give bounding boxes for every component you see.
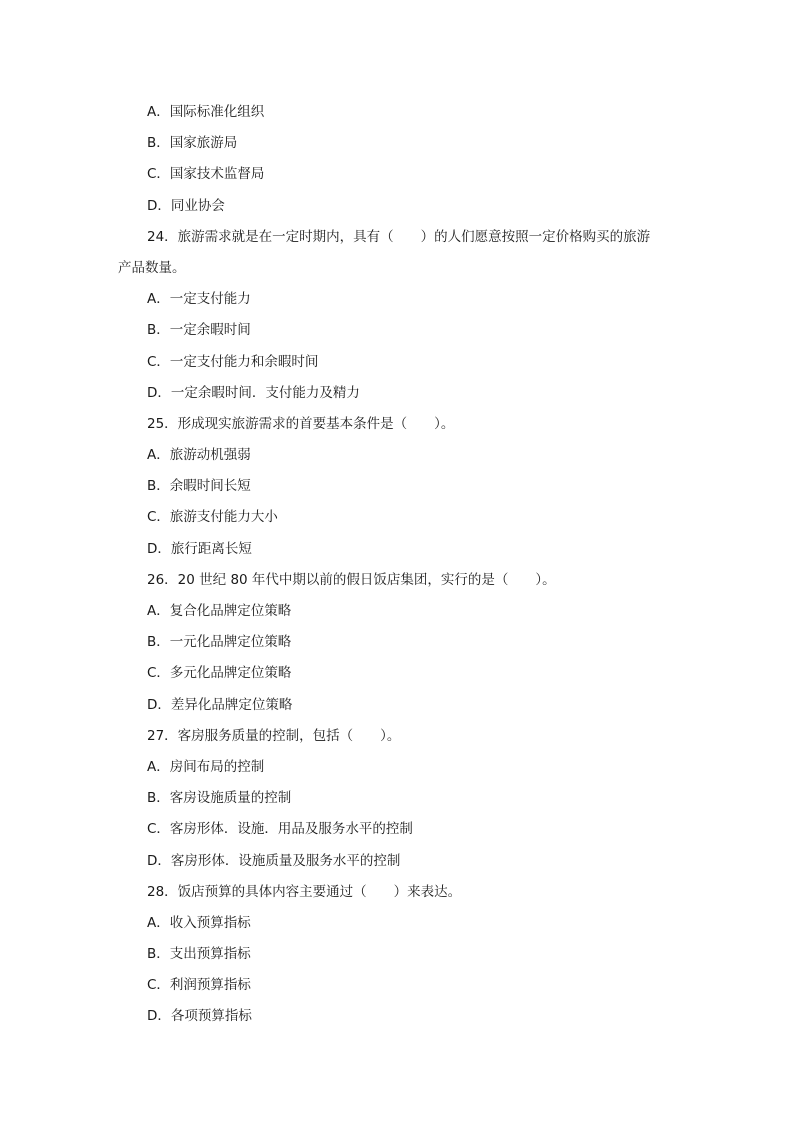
question-continuation: 产品数量。 — [118, 259, 186, 276]
answer-option: C．旅游支付能力大小 — [147, 509, 278, 526]
answer-option: A．国际标准化组织 — [147, 104, 265, 120]
answer-option: B．国家旅游局 — [147, 135, 238, 152]
answer-option: D．差异化品牌定位策略 — [147, 696, 293, 713]
answer-option: B．余暇时间长短 — [147, 478, 251, 495]
question-text: 26．20 世纪 80 年代中期以前的假日饭店集团，实行的是（ ）。 — [147, 571, 556, 588]
answer-option: A．复合化品牌定位策略 — [147, 603, 292, 619]
answer-option: B．一元化品牌定位策略 — [147, 634, 292, 651]
answer-option: C．多元化品牌定位策略 — [147, 665, 292, 682]
answer-option: A．收入预算指标 — [147, 914, 251, 931]
question-list — [0, 97, 794, 1033]
answer-option: B．一定余暇时间 — [147, 322, 251, 339]
answer-option: B．客房设施质量的控制 — [147, 790, 292, 807]
answer-option: D．一定余暇时间．支付能力及精力 — [147, 384, 360, 401]
question-text: 27．客房服务质量的控制，包括（ ）。 — [147, 727, 401, 744]
answer-option: D．客房形体．设施质量及服务水平的控制 — [147, 852, 401, 869]
answer-option: D．各项预算指标 — [147, 1008, 252, 1025]
answer-option: A．房间布局的控制 — [147, 758, 265, 775]
question-text: 28．饭店预算的具体内容主要通过（ ）来表达。 — [147, 883, 462, 900]
answer-option: D．旅行距离长短 — [147, 540, 252, 557]
answer-option: A．一定支付能力 — [147, 291, 251, 308]
answer-option: C．客房形体．设施．用品及服务水平的控制 — [147, 821, 413, 838]
question-text: 24．旅游需求就是在一定时期内，具有（ ）的人们愿意按照一定价格购买的旅游 — [147, 228, 651, 245]
answer-option: A．旅游动机强弱 — [147, 447, 251, 464]
answer-option: D．同业协会 — [147, 197, 225, 214]
question-text: 25．形成现实旅游需求的首要基本条件是（ ）。 — [147, 415, 455, 432]
answer-option: C．国家技术监督局 — [147, 166, 265, 183]
answer-option: C．一定支付能力和余暇时间 — [147, 353, 319, 370]
answer-option: B．支出预算指标 — [147, 946, 251, 963]
answer-option: C．利润预算指标 — [147, 977, 251, 994]
